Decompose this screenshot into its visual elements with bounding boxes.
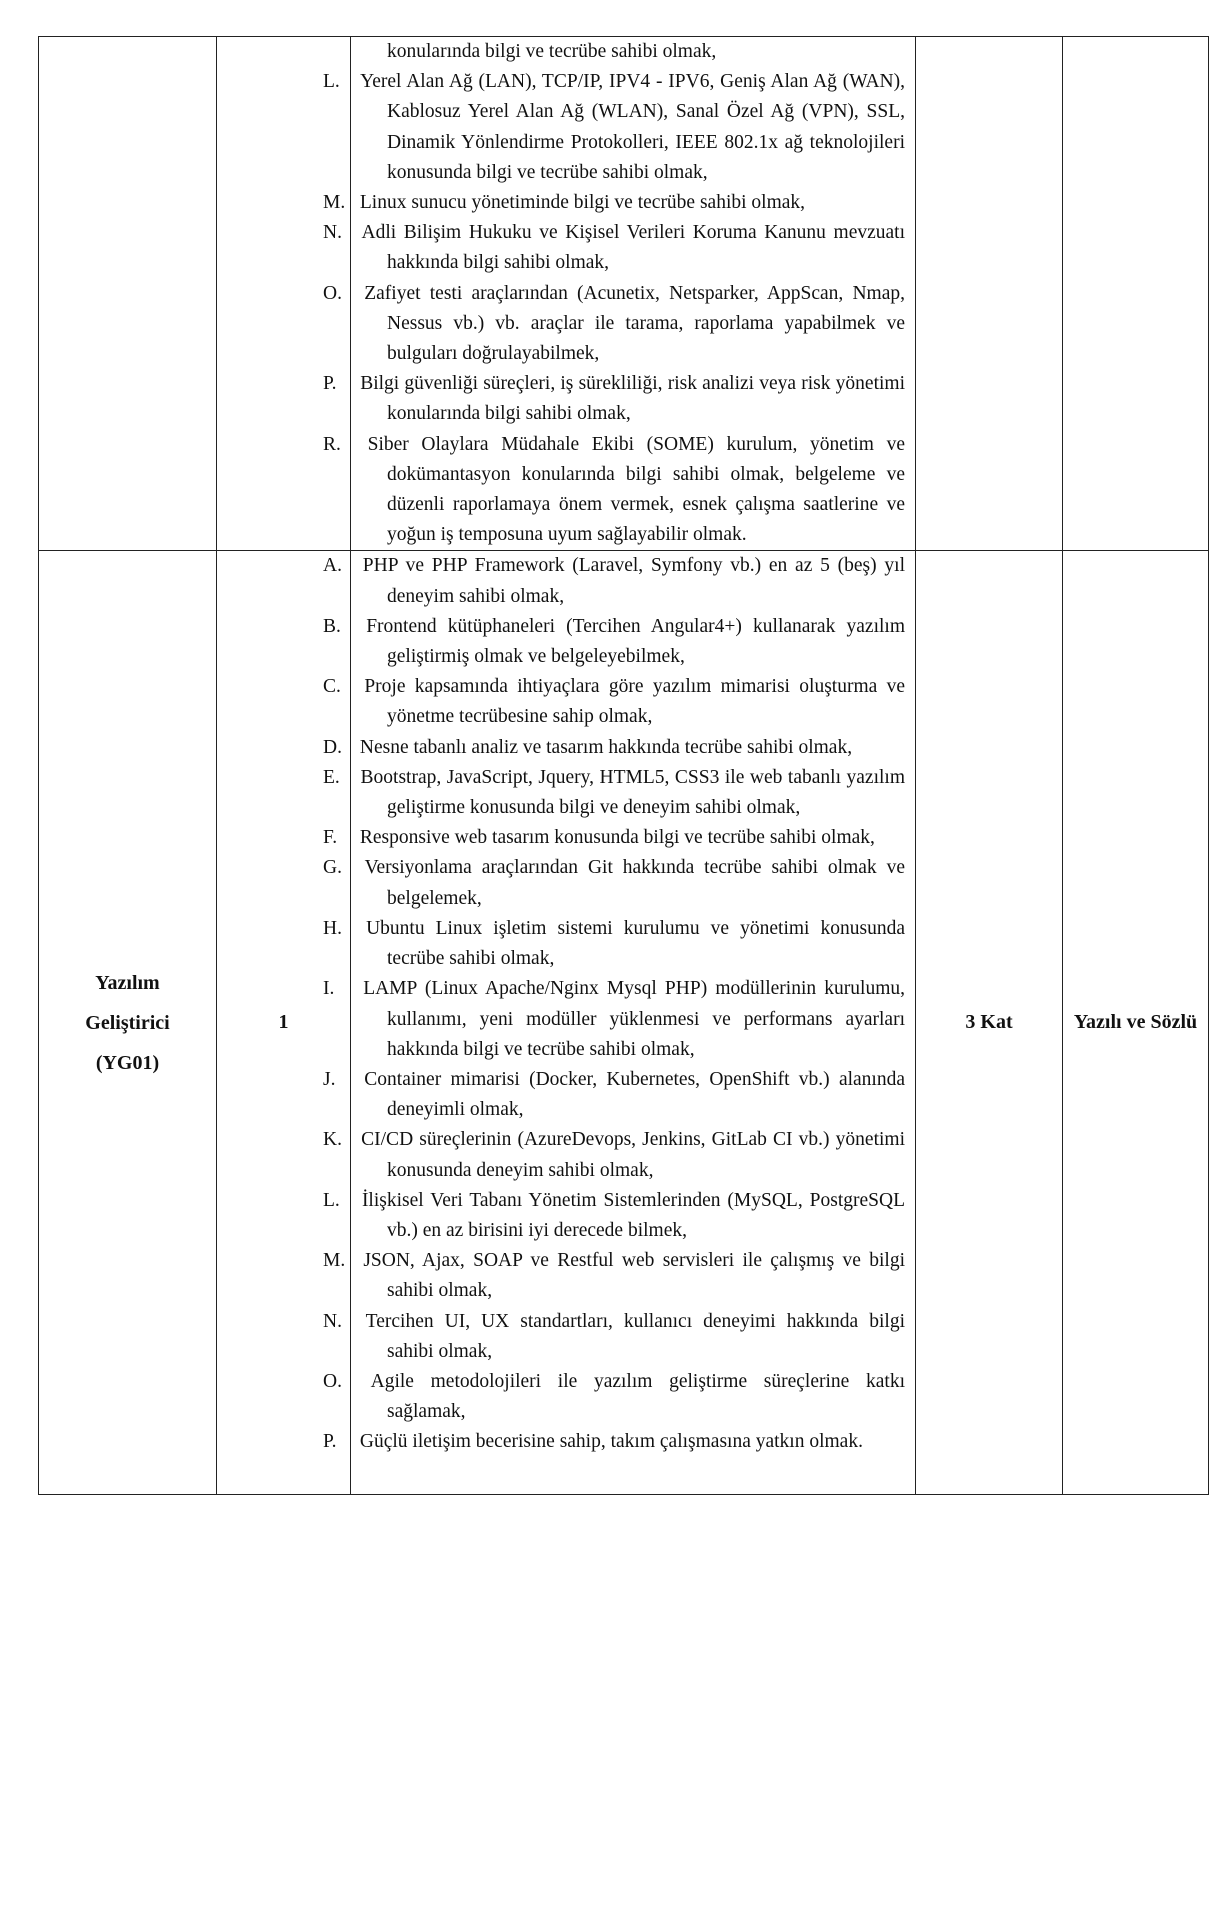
requirement-text: Frontend kütüphaneleri (Tercihen Angular4+) kullanarak yazılım geliştirmiş olmak ve belgeleyebilmek,: [366, 615, 905, 668]
requirement-text: JSON, Ajax, SOAP ve Restful web servisleri ile çalışmış ve bilgi sahibi olmak,: [363, 1250, 905, 1302]
requirement-text: Ubuntu Linux işletim sistemi kurulumu ve yönetimi konusunda tecrübe sahibi olmak,: [366, 917, 906, 970]
requirement-item: B. Frontend kütüphaneleri (Tercihen Angular4+) kullanarak yazılım geliştirmiş olmak ve belgeleyebilmek,: [323, 615, 905, 668]
position-title-line: Yazılım: [95, 971, 160, 994]
requirement-text: Agile metodolojileri ile yazılım geliştirme süreçlerine katkı sağlamak,: [370, 1370, 905, 1423]
requirement-text: Bootstrap, JavaScript, Jquery, HTML5, CSS3 ile web tabanlı yazılım geliştirme konusunda bilgi ve deneyim sahibi olmak,: [360, 766, 905, 819]
requirement-text: LAMP (Linux Apache/Nginx Mysql PHP) modüllerinin kurulumu, kullanımı, yeni modüller yüklenmesi ve performans ayarları hakkında bilgi ve tecrübe sahibi olmak,: [363, 978, 906, 1060]
requirement-item: G. Versiyonlama araçlarından Git hakkında tecrübe sahibi olmak ve belgelemek,: [323, 857, 905, 909]
requirement-text: Responsive web tasarım konusunda bilgi ve tecrübe sahibi olmak,: [359, 827, 875, 849]
requirements-cell: [323, 551, 916, 1495]
education-cell: [916, 551, 1063, 1495]
position-code: (YG01): [95, 1051, 160, 1074]
requirement-item: P. Bilgi güvenliği süreçleri, iş sürekliliği, risk analizi veya risk yönetimi konularında bilgi sahibi olmak,: [323, 373, 906, 425]
position-title-line: Geliştirici: [85, 1011, 170, 1034]
requirement-item: A. PHP ve PHP Framework (Laravel, Symfony vb.) en az 5 (beş) yıl deneyim sahibi olmak,: [323, 555, 905, 607]
requirement-text: Siber Olaylara Müdahale Ekibi (SOME) kurulum, yönetim ve dokümantasyon konularında bilgi sahibi olmak, belgeleme ve düzenli raporlamaya önem vermek, esnek çalışma saatlerine ve yoğun iş temposuna uyum sağlayabilir olmak.: [367, 433, 905, 546]
exam-type-cell-empty: [1063, 37, 1209, 551]
requirement-text: Linux sunucu yönetiminde bilgi ve tecrübe sahibi olmak,: [359, 192, 806, 214]
requirement-item: N. Adli Bilişim Hukuku ve Kişisel Verileri Koruma Kanunu mevzuatı hakkında bilgi sahibi olmak,: [323, 222, 905, 274]
requirement-text: İlişkisel Veri Tabanı Yönetim Sistemlerinden (MySQL, PostgreSQL vb.) en az birisini iyi derecede bilmek,: [361, 1189, 905, 1241]
requirement-text: Bilgi güvenliği süreçleri, iş sürekliliği, risk analizi veya risk yönetimi konularında bilgi sahibi olmak,: [360, 373, 906, 425]
requirement-text: Güçlü iletişim becerisine sahip, takım çalışmasına yatkın olmak.: [359, 1431, 863, 1453]
requirements-list: [323, 551, 906, 1457]
requirement-item: C. Proje kapsamında ihtiyaçlara göre yazılım mimarisi oluşturma ve yönetme tecrübesine sahip olmak,: [323, 676, 906, 728]
table-row-software-developer: [39, 551, 1209, 1495]
requirements-list: [323, 37, 906, 550]
requirement-text: Proje kapsamında ihtiyaçlara göre yazılım mimarisi oluşturma ve yönetme tecrübesine sahip olmak,: [364, 676, 906, 728]
position-title: [39, 963, 216, 1083]
requirement-item: E. Bootstrap, JavaScript, Jquery, HTML5, CSS3 ile web tabanlı yazılım geliştirme konusunda bilgi ve deneyim sahibi olmak,: [323, 766, 905, 819]
requirement-item: N. Tercihen UI, UX standartları, kullanıcı deneyimi hakkında bilgi sahibi olmak,: [323, 1310, 905, 1362]
requirement-item: H. Ubuntu Linux işletim sistemi kurulumu ve yönetimi konusunda tecrübe sahibi olmak,: [323, 917, 906, 970]
education-cell-empty: [916, 37, 1063, 551]
requirement-item: R. Siber Olaylara Müdahale Ekibi (SOME) kurulum, yönetim ve dokümantasyon konularında bilgi sahibi olmak, belgeleme ve düzenli raporlamaya önem vermek, esnek çalışma saatlerine ve yoğun iş temposuna uyum sağlayabilir olmak.: [323, 433, 905, 546]
requirement-text: Adli Bilişim Hukuku ve Kişisel Verileri Koruma Kanunu mevzuatı hakkında bilgi sahibi olmak,: [361, 222, 905, 274]
requirement-item: F. Responsive web tasarım konusunda bilgi ve tecrübe sahibi olmak,: [323, 827, 875, 849]
position-title-cell-empty: [39, 37, 217, 551]
requirement-item: L. İlişkisel Veri Tabanı Yönetim Sistemlerinden (MySQL, PostgreSQL vb.) en az birisini iyi derecede bilmek,: [323, 1189, 905, 1241]
requirement-text: PHP ve PHP Framework (Laravel, Symfony vb.) en az 5 (beş) yıl deneyim sahibi olmak,: [362, 555, 905, 607]
requirement-text: Versiyonlama araçlarından Git hakkında tecrübe sahibi olmak ve belgelemek,: [364, 857, 905, 909]
requirement-text: Zafiyet testi araçlarından (Acunetix, Netsparker, AppScan, Nmap, Nessus vb.) vb. araçlar ile tarama, raporlama yapabilmek ve bulguları doğrulayabilmek,: [364, 282, 906, 365]
requirement-text: Yerel Alan Ağ (LAN), TCP/IP, IPV4 - IPV6, Geniş Alan Ağ (WAN), Kablosuz Yerel Alan Ağ (WLAN), Sanal Özel Ağ (VPN), SSL, Dinamik Yönlendirme Protokolleri, IEEE 802.1x ağ teknolojileri konusunda bilgi ve tecrübe sahibi olmak,: [360, 71, 905, 183]
requirement-text: Tercihen UI, UX standartları, kullanıcı deneyimi hakkında bilgi sahibi olmak,: [365, 1310, 905, 1362]
position-title-cell: [39, 551, 217, 1495]
position-requirements-table: [38, 36, 1209, 1495]
education-value: 3 Kat: [965, 1011, 1013, 1034]
requirement-item: O. Zafiyet testi araçlarından (Acunetix, Netsparker, AppScan, Nmap, Nessus vb.) vb. araçlar ile tarama, raporlama yapabilmek ve bulguları doğrulayabilmek,: [323, 282, 906, 365]
requirement-text: Container mimarisi (Docker, Kubernetes, OpenShift vb.) alanında deneyimli olmak,: [364, 1068, 905, 1121]
requirement-item: [355, 37, 905, 67]
requirement-item: O. Agile metodolojileri ile yazılım geliştirme süreçlerine katkı sağlamak,: [323, 1370, 905, 1423]
requirement-item: J. Container mimarisi (Docker, Kubernetes, OpenShift vb.) alanında deneyimli olmak,: [323, 1068, 905, 1121]
exam-type-cell: [1063, 551, 1209, 1495]
requirement-item: L. Yerel Alan Ağ (LAN), TCP/IP, IPV4 - IPV6, Geniş Alan Ağ (WAN), Kablosuz Yerel Alan Ağ (WLAN), Sanal Özel Ağ (VPN), SSL, Dinamik Yönlendirme Protokolleri, IEEE 802.1x ağ teknolojileri konusunda bilgi ve tecrübe sahibi olmak,: [323, 71, 905, 183]
requirement-item: P. Güçlü iletişim becerisine sahip, takım çalışmasına yatkın olmak.: [323, 1431, 863, 1453]
requirement-text: Nesne tabanlı analiz ve tasarım hakkında tecrübe sahibi olmak,: [359, 736, 853, 758]
requirement-text: CI/CD süreçlerinin (AzureDevops, Jenkins, GitLab CI vb.) yönetimi konusunda deneyim sahibi olmak,: [361, 1129, 906, 1181]
requirement-item: D. Nesne tabanlı analiz ve tasarım hakkında tecrübe sahibi olmak,: [323, 736, 853, 758]
requirement-item: M. JSON, Ajax, SOAP ve Restful web servisleri ile çalışmış ve bilgi sahibi olmak,: [323, 1250, 905, 1302]
exam-type-value: Yazılı ve Sözlü: [1073, 1011, 1198, 1034]
position-count: 1: [278, 1011, 289, 1034]
requirements-cell: [323, 37, 916, 551]
table-row-continued: [39, 37, 1209, 551]
requirement-item: M. Linux sunucu yönetiminde bilgi ve tecrübe sahibi olmak,: [323, 192, 806, 214]
requirement-item: I. LAMP (Linux Apache/Nginx Mysql PHP) modüllerinin kurulumu, kullanımı, yeni modüller yüklenmesi ve performans ayarları hakkında bilgi ve tecrübe sahibi olmak,: [323, 978, 906, 1060]
requirement-item: K. CI/CD süreçlerinin (AzureDevops, Jenkins, GitLab CI vb.) yönetimi konusunda deneyim sahibi olmak,: [323, 1129, 906, 1181]
requirement-text: konularında bilgi ve tecrübe sahibi olmak,: [387, 41, 717, 62]
